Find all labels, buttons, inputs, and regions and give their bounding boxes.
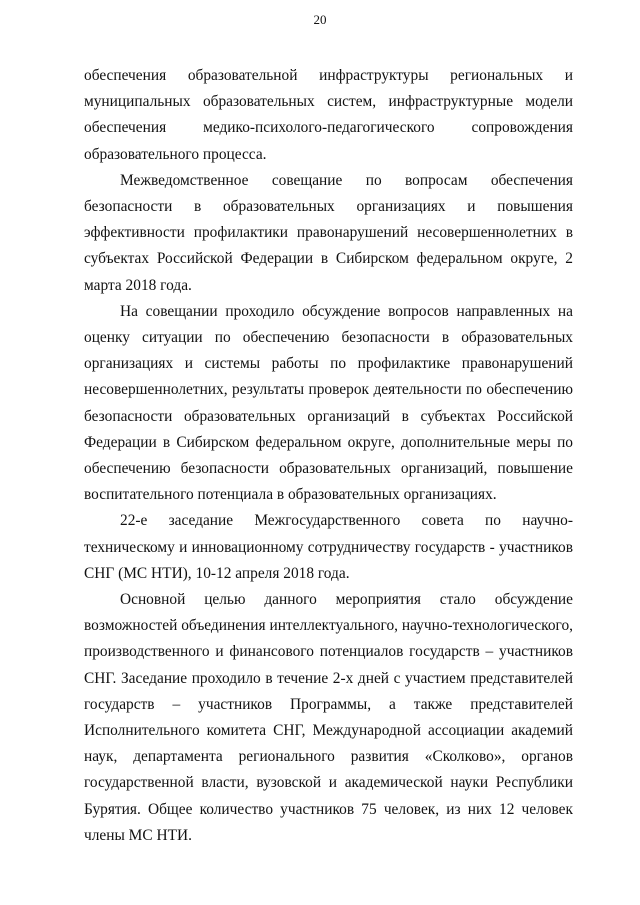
- page-number: 20: [313, 12, 327, 27]
- paragraph-meeting-title: Межведомственное совещание по вопросам обеспечения безопасности в образовательных организациях и повышения эффективности профилактики правонарушений несовершеннолетних в субъектах Российской Федерации в Сибирском федеральном округе, 2 марта 2018 года.: [84, 171, 573, 294]
- paragraph-council-session-title: 22-е заседание Межгосударственного совета по научно-техническому и инновационному сотрудничеству государств - участников СНГ (МС НТИ), 10-12 апреля 2018 года.: [84, 512, 573, 582]
- page-body: [84, 63, 573, 849]
- paragraph-infrastructure: обеспечения образовательной инфраструктуры региональных и муниципальных образовательных систем, инфраструктурные модели обеспечения медико-психолого-педагогического сопровождения образовательного процесса.: [84, 67, 573, 163]
- paragraph-meeting-discussion: На совещании проходило обсуждение вопросов направленных на оценку ситуации по обеспечению безопасности в образовательных организациях и системы работы по профилактике правонарушений несовершеннолетних, результаты проверок деятельности по обеспечению безопасности образовательных организаций в субъектах Российской Федерации в Сибирском федеральном округе, дополнительные меры по обеспечению безопасности образовательных организаций, повышение воспитательного потенциала в образовательных организациях.: [84, 302, 573, 504]
- paragraph-council-session-details: Основной целью данного мероприятия стало обсуждение возможностей объединения интеллектуального, научно-технологического, производственного и финансового потенциалов государств – участников СНГ. Заседание проходило в течение 2-х дней с участием представителей государств – участников Программы, а также представителей Исполнительного комитета СНГ, Международной ассоциации академий наук, департамента регионального развития «Сколково», органов государственной власти, вузовской и академической науки Республики Бурятия. Общее количество участников 75 человек, из них 12 человек члены МС НТИ.: [84, 591, 574, 844]
